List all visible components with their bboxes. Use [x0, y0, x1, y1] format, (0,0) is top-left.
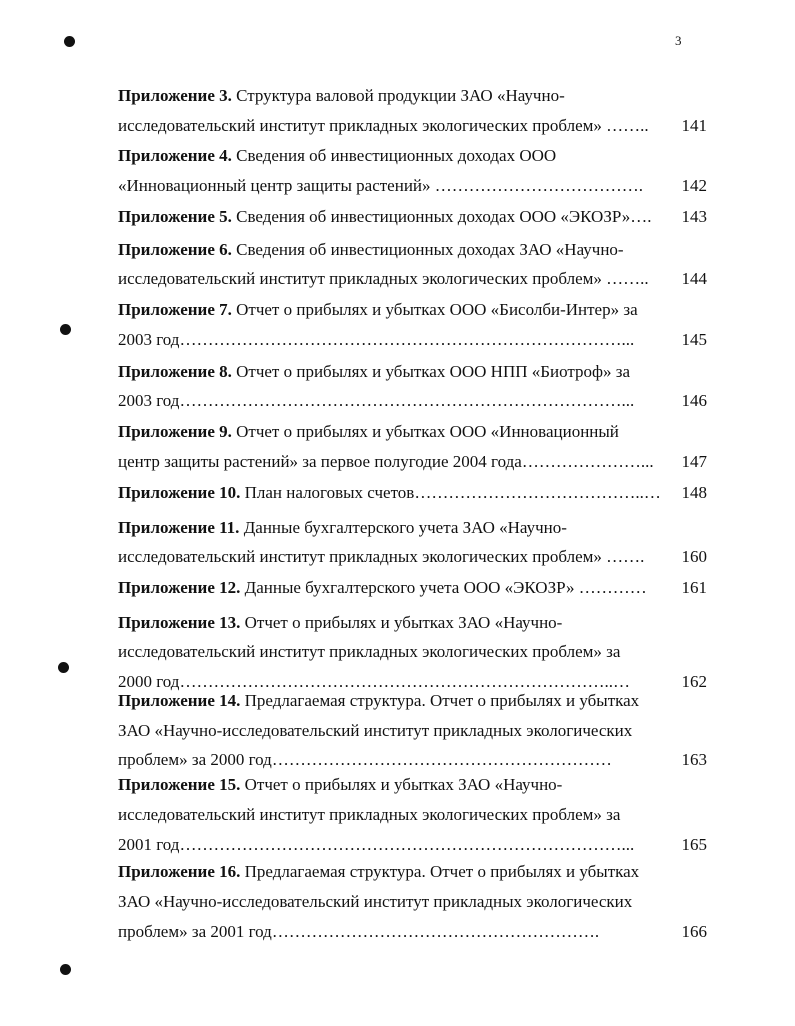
toc-entry-text: исследовательский институт прикладных экологических проблем» …….. — [118, 116, 649, 135]
toc-entry-text: Отчет о прибылях и убытках ООО «Бисолби-Интер» за — [236, 300, 638, 319]
toc-entry-text: Отчет о прибылях и убытках ООО «Инновационный — [236, 422, 619, 441]
toc-entry-page: 143 — [681, 207, 707, 226]
toc-entry-page: 141 — [681, 116, 707, 135]
toc-entry-first-line — [118, 422, 663, 442]
punch-hole-icon — [60, 324, 71, 335]
toc-entry-text: центр защиты растений» за первое полугодие 2004 года…………………... — [118, 452, 654, 471]
toc-entry-text: ЗАО «Научно-исследовательский институт прикладных экологических — [118, 721, 633, 740]
toc-entry-first-line — [118, 775, 663, 795]
toc-entry-first-line — [118, 518, 663, 538]
page-number: 3 — [675, 33, 682, 48]
toc-entry-label: Приложение 11. — [118, 518, 240, 537]
toc-entry-text: Данные бухгалтерского учета ЗАО «Научно- — [243, 518, 567, 537]
toc-entry-first-line — [118, 207, 663, 227]
toc-entry-text: Данные бухгалтерского учета ООО «ЭКОЗР» ………… — [244, 578, 647, 597]
toc-entry-text: 2000 год…………………………………………………………………..… — [118, 672, 630, 691]
toc-entry-page: 165 — [681, 835, 707, 854]
toc-entry-first-line — [118, 613, 663, 633]
toc-entry-text: ЗАО «Научно-исследовательский институт прикладных экологических — [118, 892, 633, 911]
toc-entry-page: 142 — [681, 176, 707, 195]
toc-entry-first-line — [118, 86, 663, 106]
toc-entry-label: Приложение 16. — [118, 862, 241, 881]
toc-entry-first-line — [118, 691, 663, 711]
toc-entry-text: исследовательский институт прикладных экологических проблем» за — [118, 642, 621, 661]
toc-entry-text: Структура валовой продукции ЗАО «Научно- — [236, 86, 565, 105]
toc-entry-label: Приложение 12. — [118, 578, 241, 597]
toc-entry-first-line — [118, 240, 663, 260]
toc-entry-label: Приложение 14. — [118, 691, 241, 710]
toc-entry-text: проблем» за 2000 год…………………………………………………… — [118, 750, 612, 769]
toc-entry-label: Приложение 10. — [118, 483, 241, 502]
toc-entry-label: Приложение 5. — [118, 207, 232, 226]
toc-entry-text: План налоговых счетов…………………………………..… — [244, 483, 661, 502]
toc-entry-page: 144 — [681, 269, 707, 288]
toc-entry-text: 2001 год……………………………………………………………………... — [118, 835, 635, 854]
punch-hole-icon — [58, 662, 69, 673]
toc-entry-text: 2003 год……………………………………………………………………... — [118, 330, 635, 349]
toc-entry-page: 161 — [681, 578, 707, 597]
toc-entry-label: Приложение 8. — [118, 362, 232, 381]
toc-entry-page: 146 — [681, 391, 707, 410]
toc-entry-text: Отчет о прибылях и убытках ЗАО «Научно- — [244, 775, 563, 794]
toc-entry-text: Сведения об инвестиционных доходах ЗАО «Научно- — [236, 240, 624, 259]
toc-entry-first-line — [118, 146, 663, 166]
toc-entry-label: Приложение 3. — [118, 86, 232, 105]
toc-entry-first-line — [118, 483, 663, 503]
toc-entry-first-line — [118, 578, 663, 598]
toc-entry-text: исследовательский институт прикладных экологических проблем» ……. — [118, 547, 645, 566]
toc-entry-first-line — [118, 362, 663, 382]
toc-entry-text: исследовательский институт прикладных экологических проблем» …….. — [118, 269, 649, 288]
toc-entry-text: Отчет о прибылях и убытках ЗАО «Научно- — [244, 613, 563, 632]
toc-entry-first-line — [118, 862, 663, 882]
toc-entry-text: исследовательский институт прикладных экологических проблем» за — [118, 805, 621, 824]
toc-entry-label: Приложение 7. — [118, 300, 232, 319]
toc-entry-text: «Инновационный центр защиты растений» ………………………………. — [118, 176, 644, 195]
toc-entry-label: Приложение 9. — [118, 422, 232, 441]
toc-entry-label: Приложение 15. — [118, 775, 241, 794]
toc-entry-page: 145 — [681, 330, 707, 349]
toc-entry-page: 166 — [681, 922, 707, 941]
toc-entry-label: Приложение 6. — [118, 240, 232, 259]
toc-entry-text: Сведения об инвестиционных доходах ООО — [236, 146, 557, 165]
toc-entry-page: 160 — [681, 547, 707, 566]
toc-entry-text: Отчет о прибылях и убытках ООО НПП «Биотроф» за — [236, 362, 631, 381]
toc-entry-text: Предлагаемая структура. Отчет о прибылях и убытках — [244, 691, 640, 710]
punch-hole-icon — [60, 964, 71, 975]
toc-entry-page: 147 — [681, 452, 707, 471]
toc-entry-text: 2003 год……………………………………………………………………... — [118, 391, 635, 410]
toc-entry-page: 162 — [681, 672, 707, 691]
punch-hole-icon — [64, 36, 75, 47]
toc-entry-label: Приложение 4. — [118, 146, 232, 165]
toc-entry-first-line — [118, 300, 663, 320]
toc-entry-page: 148 — [681, 483, 707, 502]
toc-entry-page: 163 — [681, 750, 707, 769]
toc-entry-text: Предлагаемая структура. Отчет о прибылях и убытках — [244, 862, 640, 881]
toc-entry-text: Сведения об инвестиционных доходах ООО «ЭКОЗР»…. — [236, 207, 652, 226]
toc-entry-text: проблем» за 2001 год…………………………………………………. — [118, 922, 600, 941]
toc-entry-label: Приложение 13. — [118, 613, 241, 632]
